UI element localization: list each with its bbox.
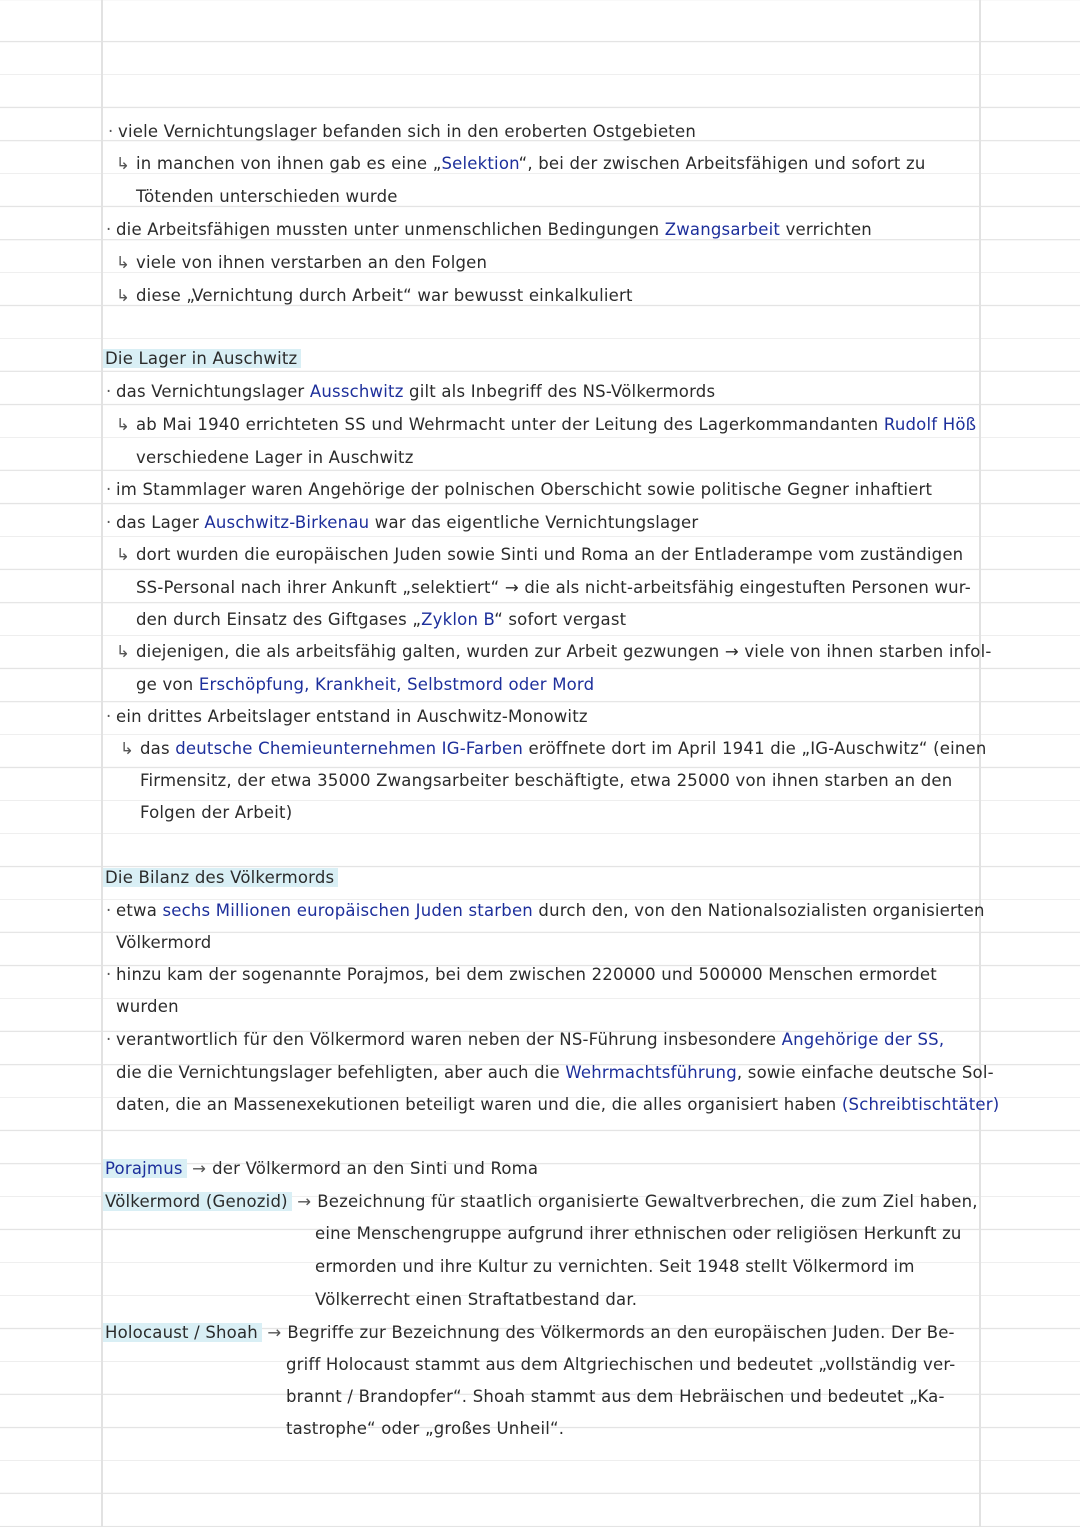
note-line: Völkermord	[116, 933, 212, 952]
note-line: ↳ diejenigen, die als arbeitsfähig galten, wurden zur Arbeit gezwungen → viele von ihnen starben infol-	[116, 642, 992, 661]
note-line: daten, die an Massenexekutionen beteiligt waren und die, die alles organisiert haben (Schreibtischtäter)	[116, 1095, 1000, 1114]
note-line: Tötenden unterschieden wurde	[136, 187, 398, 206]
arrow-icon: ↳	[116, 415, 131, 434]
glossary-entry: Holocaust / Shoah → Begriffe zur Bezeichnung des Völkermords an den europäischen Juden. Der Be-	[105, 1323, 955, 1342]
glossary-entry: Porajmus → der Völkermord an den Sinti und Roma	[105, 1159, 539, 1178]
note-line: · hinzu kam der sogenannte Porajmos, bei dem zwischen 220000 und 500000 Menschen ermordet	[116, 964, 937, 986]
note-line: ge von Erschöpfung, Krankheit, Selbstmord oder Mord	[136, 675, 595, 694]
note-line: · verantwortlich für den Völkermord waren neben der NS-Führung insbesondere Angehörige der SS,	[116, 1029, 944, 1051]
note-line: · das Lager Auschwitz-Birkenau war das eigentliche Vernichtungslager	[116, 512, 698, 534]
arrow-right-icon: →	[192, 1159, 207, 1178]
note-line: ↳ viele von ihnen verstarben an den Folgen	[116, 253, 488, 272]
note-line: Firmensitz, der etwa 35000 Zwangsarbeiter beschäftigte, etwa 25000 von ihnen starben an den	[140, 771, 953, 790]
glossary-entry: Völkermord (Genozid) → Bezeichnung für staatlich organisierte Gewaltverbrechen, die zum Ziel haben,	[105, 1192, 978, 1211]
note-line: ↳ in manchen von ihnen gab es eine „Selektion“, bei der zwischen Arbeitsfähigen und sofort zu	[116, 154, 926, 173]
arrow-icon: ↳	[116, 154, 131, 173]
arrow-icon: ↳	[116, 253, 131, 272]
arrow-right-icon: →	[267, 1323, 282, 1342]
note-line: den durch Einsatz des Giftgases „Zyklon B“ sofort vergast	[136, 610, 627, 629]
note-line: Folgen der Arbeit)	[140, 803, 293, 822]
note-line: · die Arbeitsfähigen mussten unter unmenschlichen Bedingungen Zwangsarbeit verrichten	[116, 219, 872, 241]
note-line: · viele Vernichtungslager befanden sich in den eroberten Ostgebieten	[118, 121, 696, 143]
arrow-icon: ↳	[120, 739, 135, 758]
glossary-text: eine Menschengruppe aufgrund ihrer ethnischen oder religiösen Herkunft zu	[315, 1224, 962, 1243]
note-line: · ein drittes Arbeitslager entstand in Auschwitz-Monowitz	[116, 706, 588, 728]
glossary-text: ermorden und ihre Kultur zu vernichten. Seit 1948 stellt Völkermord im	[315, 1257, 915, 1276]
note-line: verschiedene Lager in Auschwitz	[136, 448, 414, 467]
section-heading: Die Lager in Auschwitz	[103, 348, 301, 370]
note-line: · im Stammlager waren Angehörige der polnischen Oberschicht sowie politische Gegner inhaftiert	[116, 479, 932, 501]
note-line: · das Vernichtungslager Ausschwitz gilt als Inbegriff des NS-Völkermords	[116, 381, 715, 403]
glossary-text: griff Holocaust stammt aus dem Altgriechischen und bedeutet „vollständig ver-	[286, 1355, 956, 1374]
glossary-text: Völkerrecht einen Straftatbestand dar.	[315, 1290, 638, 1309]
arrow-icon: ↳	[116, 545, 131, 564]
glossary-text: brannt / Brandopfer“. Shoah stammt aus dem Hebräischen und bedeutet „Ka-	[286, 1387, 945, 1406]
note-line: ↳ dort wurden die europäischen Juden sowie Sinti und Roma an der Entladerampe vom zuständigen	[116, 545, 964, 564]
note-line: wurden	[116, 997, 179, 1016]
note-line: ↳ diese „Vernichtung durch Arbeit“ war bewusst einkalkuliert	[116, 286, 633, 305]
section-heading: Die Bilanz des Völkermords	[103, 867, 338, 889]
arrow-icon: ↳	[116, 642, 131, 661]
note-line: ↳ das deutsche Chemieunternehmen IG-Farben eröffnete dort im April 1941 die „IG-Auschwitz“ (einen	[120, 739, 987, 758]
glossary-text: tastrophe“ oder „großes Unheil“.	[286, 1419, 565, 1438]
note-line: die die Vernichtungslager befehligten, aber auch die Wehrmachtsführung, sowie einfache deutsche Sol-	[116, 1063, 994, 1082]
note-line: ↳ ab Mai 1940 errichteten SS und Wehrmacht unter der Leitung des Lagerkommandanten Rudolf Höß	[116, 415, 977, 434]
arrow-icon: ↳	[116, 286, 131, 305]
note-line: SS-Personal nach ihrer Ankunft „selektiert“ → die als nicht-arbeitsfähig eingestuften Personen wur-	[136, 578, 971, 597]
note-line: · etwa sechs Millionen europäischen Juden starben durch den, von den Nationalsozialisten organisierten	[116, 900, 985, 922]
arrow-right-icon: →	[297, 1192, 312, 1211]
